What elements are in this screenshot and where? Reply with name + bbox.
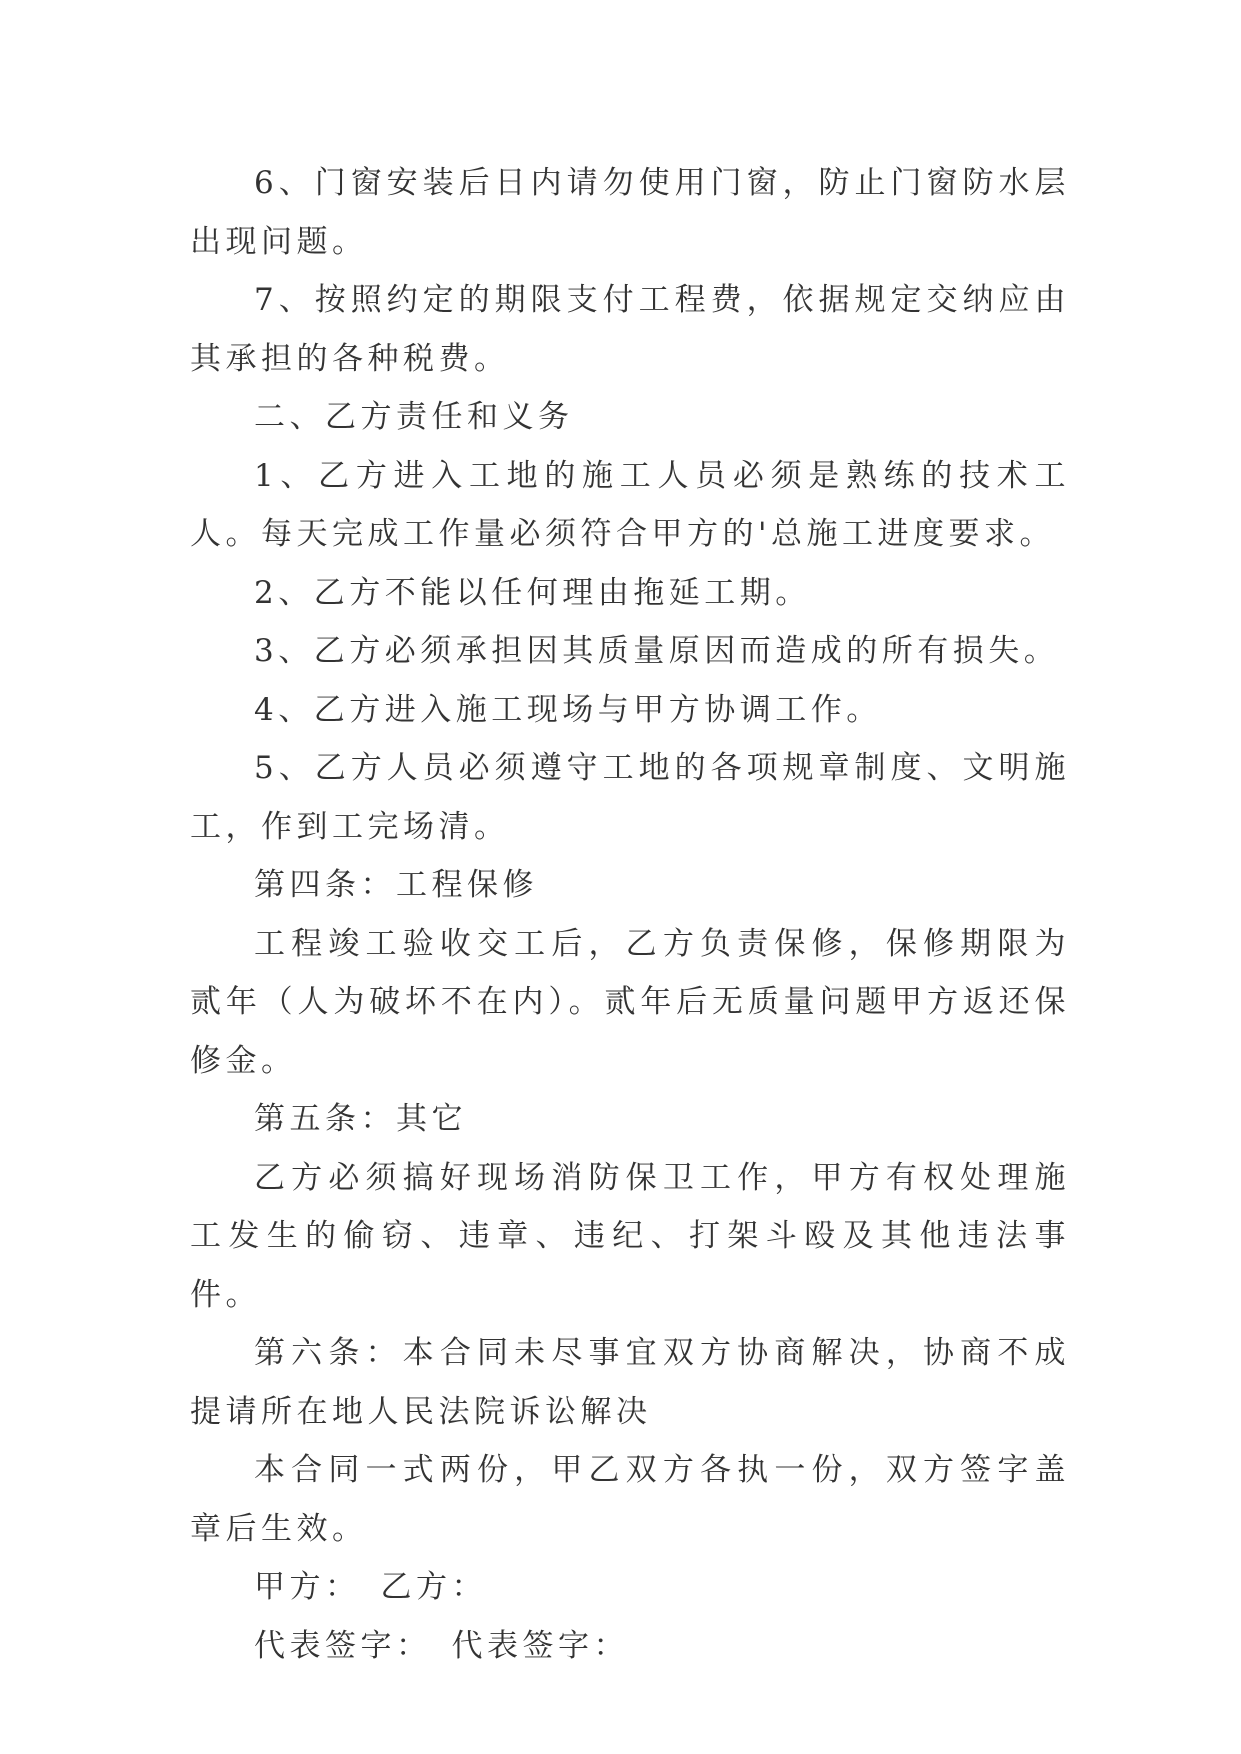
party-b-clause-4: 4、乙方进入施工现场与甲方协调工作。 (254, 691, 882, 728)
copies-clause: 本合同一式两份，甲乙双方各执一份，双方签字盖章后生效。 (190, 1452, 1070, 1547)
party-b-clause-3: 3、乙方必须承担因其质量原因而造成的所有损失。 (254, 633, 1060, 669)
party-b-clause-2: 2、乙方不能以任何理由拖延工期。 (254, 574, 811, 611)
party-b-clause-5: 5、乙方人员必须遵守工地的各项规章制度、文明施工，作到工完场清。 (190, 750, 1070, 845)
article-5-heading: 第五条：其它 (254, 1101, 467, 1137)
article-4-heading: 第四条：工程保修 (254, 867, 538, 903)
clause-6-doors-windows: 6、门窗安装后日内请勿使用门窗，防止门窗防水层出现问题。 (190, 165, 1070, 260)
section-heading-party-b: 二、乙方责任和义务 (254, 399, 574, 435)
party-b-clause-1: 1、乙方进入工地的施工人员必须是熟练的技术工人。每天完成工作量必须符合甲方的'总施工进度要求。 (190, 457, 1070, 552)
party-signature-labels: 甲方： 乙方： (254, 1569, 487, 1605)
clause-7-payment: 7、按照约定的期限支付工程费，依据规定交纳应由其承担的各种税费。 (190, 282, 1070, 377)
article-4-warranty-text: 工程竣工验收交工后，乙方负责保修，保修期限为贰年（人为破坏不在内）。贰年后无质量问题甲方返还保修金。 (190, 925, 1070, 1079)
article-5-text: 乙方必须搞好现场消防保卫工作，甲方有权处理施工发生的偷窃、违章、违纪、打架斗殴及其他违法事件。 (190, 1159, 1070, 1313)
article-6-text: 第六条：本合同未尽事宜双方协商解决，协商不成提请所在地人民法院诉讼解决 (190, 1335, 1070, 1430)
representative-signature-labels: 代表签字： 代表签字： (254, 1627, 629, 1664)
document-body (190, 154, 1070, 1675)
